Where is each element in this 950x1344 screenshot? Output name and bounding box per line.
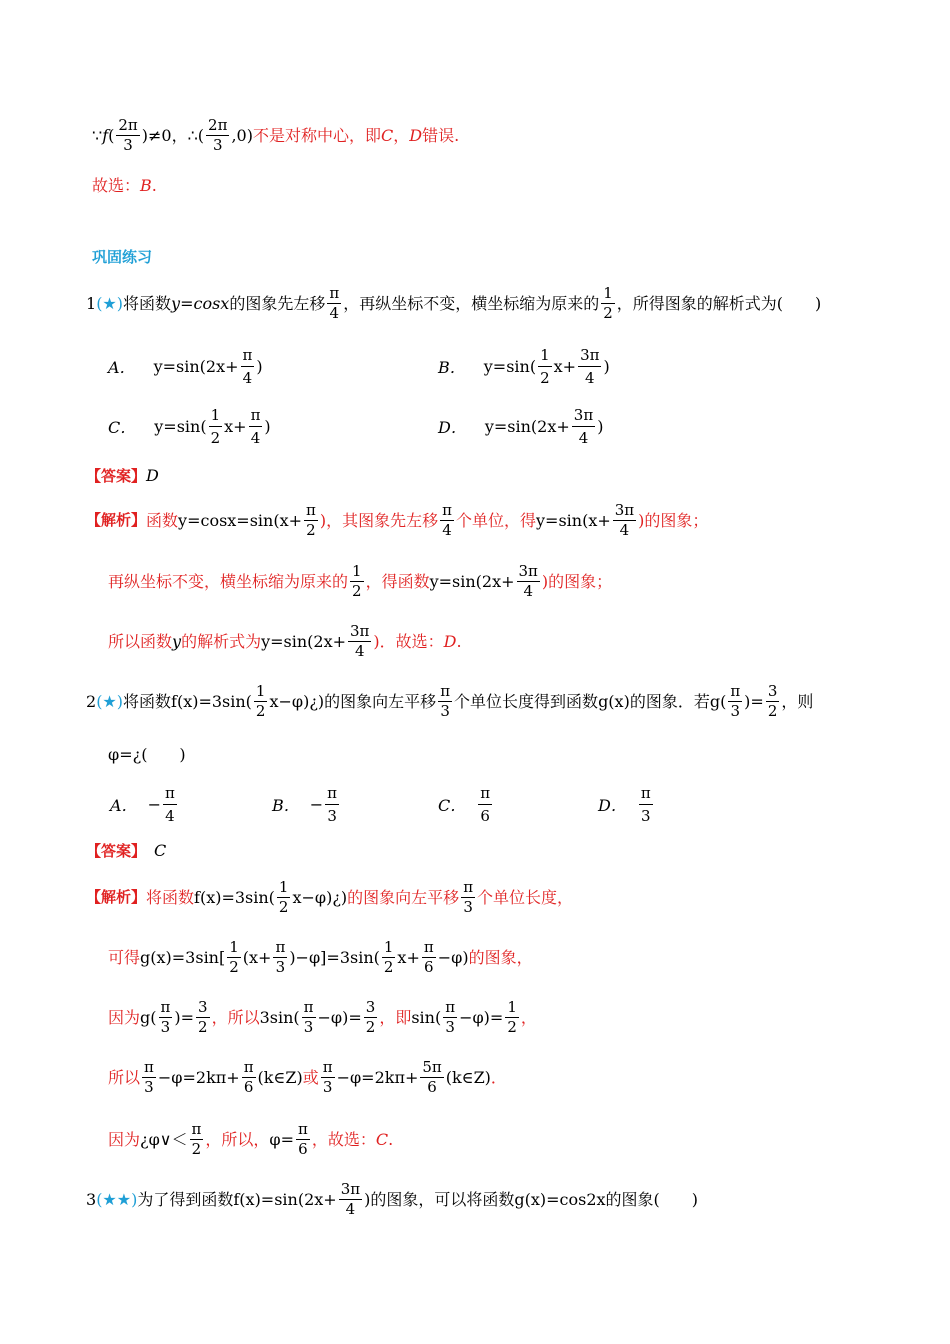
cos-expr: cosx <box>193 293 230 313</box>
fraction: $\frac{1}{2}$ <box>540 346 550 387</box>
explanation-text: 或 <box>302 1067 319 1087</box>
math-expr: −φ) <box>437 947 469 967</box>
explanation-text: ，所以 <box>211 1007 260 1027</box>
math-expr: g( <box>140 1007 157 1027</box>
option-a[interactable] <box>108 346 263 387</box>
option-expr: y=sin( <box>154 417 207 436</box>
math-expr: y=cosx=sin(x+ <box>178 510 303 530</box>
math-expr: φ= <box>269 1129 294 1149</box>
explanation-label: 【解析】 <box>86 511 147 529</box>
question-text: 的图象向左平移 <box>324 691 437 711</box>
explanation-text: 因为 <box>108 1007 141 1027</box>
math-expr: y=sin(x+ <box>536 510 611 530</box>
option-ref: D <box>409 125 423 145</box>
explanation-2-line-3 <box>108 1000 537 1035</box>
fraction: $\frac{\pi}{4}$ <box>250 406 261 447</box>
fraction: $\frac{\pi}{6}$ <box>480 784 491 825</box>
answer-2 <box>86 843 166 859</box>
fraction: $\frac{\pi}{3}$ <box>160 998 171 1036</box>
explanation-text: 个单位，得 <box>455 510 536 530</box>
explanation-text: )，其图象先左移 <box>319 510 439 530</box>
math-expr: g( <box>709 691 727 711</box>
punct: . <box>151 176 157 195</box>
explanation-1-line-3 <box>108 624 462 659</box>
fraction: $\frac{1}{2}$ <box>210 406 221 447</box>
question-text: 个单位长度得到函数 <box>454 691 599 711</box>
math-expr: (k∈Z) <box>257 1067 303 1087</box>
answer-letter: C <box>375 1129 389 1149</box>
fraction: $\frac{\pi}{2}$ <box>191 1120 202 1158</box>
fraction: $\frac{\pi}{3}$ <box>275 938 286 976</box>
explanation-2-line-5 <box>108 1122 393 1157</box>
explanation-text: ，得函数 <box>365 571 430 591</box>
line-symmetry-check <box>92 118 459 153</box>
answer-letter: D <box>443 631 457 651</box>
question-text: 将函数 <box>123 691 172 711</box>
explanation-1-line-2 <box>108 564 612 599</box>
fraction: $\frac{3}{2}$ <box>365 998 376 1036</box>
fraction: $\frac{3\pi}{4}$ <box>340 1180 361 1218</box>
explanation-text: 再纵坐标不变，横坐标缩为原来的 <box>108 571 349 591</box>
explanation-label: 【解析】 <box>86 888 147 906</box>
question-number: 2 <box>86 691 97 711</box>
fraction: $\frac{1}{2}$ <box>352 562 362 600</box>
line-choose-b <box>92 178 157 194</box>
option-expr: ) <box>264 417 271 436</box>
option-expr: y=sin(2x+ <box>484 417 570 436</box>
explanation-1 <box>86 503 708 538</box>
math-expr: x−φ)¿) <box>292 887 348 907</box>
fraction: $\frac{\pi}{4}$ <box>242 346 253 387</box>
answer-letter: B <box>140 176 152 195</box>
explanation-text: 将函数 <box>146 887 195 907</box>
math-expr: x−φ)¿) <box>269 691 325 711</box>
math-expr: −φ)= <box>459 1007 504 1027</box>
because-symbol: ∵ <box>92 125 103 145</box>
math-expr: f(x)=3sin( <box>194 887 275 907</box>
question-2 <box>86 684 813 719</box>
paren: ( <box>108 125 115 145</box>
explanation-text: 不是对称中心，即 <box>252 125 381 145</box>
math-expr: )= <box>744 691 764 711</box>
explanation-text: 的图象， <box>468 947 533 967</box>
fraction: $\frac{5\pi}{6}$ <box>422 1058 442 1096</box>
option-label: A． <box>110 796 138 815</box>
explanation-text: ，即 <box>379 1007 412 1027</box>
question-number: 3 <box>86 1189 97 1209</box>
option-expr: y=sin(2x+ <box>153 357 239 376</box>
equals: = <box>180 293 194 313</box>
question-text: 的图象．若 <box>629 691 710 711</box>
option-label: B． <box>438 358 466 377</box>
explanation-text: )的图象； <box>638 510 709 530</box>
option-sign: − <box>147 795 161 814</box>
math-expr: ¿φ∨＜ <box>140 1129 188 1149</box>
option-expr: ) <box>597 417 604 436</box>
explanation-text: ． <box>490 1067 507 1087</box>
punct: . <box>388 1129 394 1149</box>
option-expr: x+ <box>553 357 577 376</box>
math-expr: (k∈Z) <box>445 1067 491 1087</box>
option-label: B． <box>272 796 300 815</box>
var-y: y <box>172 631 182 651</box>
option-b[interactable] <box>438 346 610 387</box>
option-c[interactable] <box>108 406 271 447</box>
fraction: $\frac{\pi}{6}$ <box>298 1120 308 1158</box>
fraction: $\frac{3}{2}$ <box>767 682 778 720</box>
math-expr: f(x)=sin(2x+ <box>233 1189 337 1209</box>
fraction: $\frac{3\pi}{4}$ <box>518 562 538 600</box>
explanation-text: 错误. <box>422 125 460 145</box>
expr-text: ,0) <box>231 125 253 145</box>
math-expr: −φ)= <box>317 1007 362 1027</box>
paren: ( <box>197 125 205 145</box>
math-expr: x+ <box>397 947 420 967</box>
explanation-text: 所以函数 <box>108 631 173 651</box>
option-expr: y=sin( <box>483 357 537 376</box>
explanation-text: 函数 <box>146 510 179 530</box>
choose-label: 故选： <box>92 176 141 195</box>
explanation-text: ， <box>520 1007 537 1027</box>
fraction: $\frac{\pi}{2}$ <box>306 501 316 539</box>
explanation-text: 所以 <box>108 1067 141 1087</box>
answer-label: 【答案】 <box>86 466 147 485</box>
question-text: φ=¿( ) <box>108 745 186 764</box>
punct: . <box>456 631 462 651</box>
option-label: D． <box>598 796 627 815</box>
fraction: $\frac{\pi}{6}$ <box>423 938 434 976</box>
answer-value: C <box>154 841 167 860</box>
math-expr: g(x)=3sin[ <box>140 947 226 967</box>
var-y: y <box>171 293 181 313</box>
math-expr: g(x) <box>598 691 630 711</box>
fraction: $\frac{1}{2}$ <box>507 998 517 1036</box>
option-d[interactable] <box>438 406 603 447</box>
question-text: ，所得图象的解析式为( ) <box>616 293 822 313</box>
option-expr: x+ <box>224 417 247 436</box>
explanation-2-line-2 <box>108 940 533 975</box>
math-expr: y=sin(2x+ <box>261 631 347 651</box>
fraction: $\frac{3\pi}{4}$ <box>580 346 600 387</box>
math-expr: 3sin( <box>259 1007 300 1027</box>
explanation-text: 的解析式为 <box>181 631 262 651</box>
question-text: )的图象，可以将函数 <box>364 1189 515 1209</box>
option-label: A． <box>108 358 136 377</box>
fraction: $\frac{1}{2}$ <box>278 878 289 916</box>
question-number: 1 <box>86 293 97 313</box>
answer-1 <box>86 468 159 484</box>
fraction: $\frac{2\pi}{3}$ <box>118 116 138 154</box>
explanation-2 <box>86 880 573 915</box>
answer-label: 【答案】 <box>86 841 147 860</box>
option-label: C． <box>438 796 467 815</box>
question-text: ，则 <box>781 691 814 711</box>
question-text: 的图象( ) <box>605 1189 699 1209</box>
explanation-text: 因为 <box>108 1129 141 1149</box>
math-expr: −φ=2kπ+ <box>336 1067 419 1087</box>
question-text: 为了得到函数 <box>137 1189 234 1209</box>
answer-value: D <box>146 466 159 485</box>
punct: ， <box>393 125 410 145</box>
option-sign: − <box>309 795 324 814</box>
option-label: C． <box>108 418 137 437</box>
fraction: $\frac{\pi}{3}$ <box>440 682 451 720</box>
func-f: f <box>102 125 109 145</box>
math-expr: y=sin(2x+ <box>429 571 515 591</box>
explanation-2-line-4 <box>108 1060 507 1095</box>
explanation-text: )的图象； <box>541 571 613 591</box>
fraction: $\frac{\pi}{3}$ <box>730 682 741 720</box>
fraction: $\frac{\pi}{3}$ <box>463 878 474 916</box>
difficulty-star: (★★) <box>96 1189 138 1209</box>
fraction: $\frac{\pi}{3}$ <box>327 784 338 825</box>
math-expr: sin( <box>411 1007 442 1027</box>
question-text: 的图象先左移 <box>229 293 326 313</box>
difficulty-star: (★) <box>96 691 124 711</box>
fraction: $\frac{1}{2}$ <box>603 284 613 322</box>
fraction: $\frac{3\pi}{4}$ <box>350 622 370 660</box>
math-expr: g(x)=cos2x <box>514 1189 606 1209</box>
question-3 <box>86 1182 698 1217</box>
explanation-text: 的图象向左平移 <box>347 887 460 907</box>
fraction: $\frac{1}{2}$ <box>255 682 266 720</box>
question-2-line-2 <box>108 747 186 763</box>
fraction: $\frac{3}{2}$ <box>198 998 208 1036</box>
fraction: $\frac{2\pi}{3}$ <box>208 116 228 154</box>
explanation-text: 可得 <box>108 947 141 967</box>
option-b[interactable] <box>272 784 341 825</box>
fraction: $\frac{\pi}{4}$ <box>442 501 452 539</box>
section-heading: 巩固练习 <box>92 248 153 266</box>
explanation-text: ，故选： <box>311 1129 376 1149</box>
therefore-symbol: ∴ <box>187 125 198 145</box>
fraction: $\frac{\pi}{3}$ <box>445 998 456 1036</box>
option-d[interactable] <box>598 784 655 825</box>
question-text: ，再纵坐标不变，横坐标缩为原来的 <box>343 293 600 313</box>
option-expr: ) <box>256 357 263 376</box>
fraction: $\frac{1}{2}$ <box>229 938 239 976</box>
fraction: $\frac{\pi}{6}$ <box>243 1058 254 1096</box>
fraction: $\frac{\pi}{3}$ <box>144 1058 154 1096</box>
math-expr: )= <box>174 1007 195 1027</box>
question-text: 将函数 <box>123 293 172 313</box>
expr-text: )≠0， <box>141 125 188 145</box>
option-ref: C <box>380 125 394 145</box>
difficulty-star: (★) <box>96 293 124 313</box>
explanation-text: )．故选： <box>373 631 444 651</box>
math-expr: −φ=2kπ+ <box>157 1067 240 1087</box>
fraction: $\frac{1}{2}$ <box>383 938 394 976</box>
option-a[interactable] <box>110 784 179 825</box>
math-expr: )−φ]=3sin( <box>289 947 380 967</box>
fraction: $\frac{\pi}{3}$ <box>322 1058 333 1096</box>
math-expr: (x+ <box>242 947 272 967</box>
option-label: D． <box>438 418 467 437</box>
fraction: $\frac{\pi}{3}$ <box>303 998 314 1036</box>
option-c[interactable] <box>438 784 494 825</box>
fraction: $\frac{3\pi}{4}$ <box>573 406 594 447</box>
math-expr: f(x)=3sin( <box>171 691 252 711</box>
fraction: $\frac{\pi}{4}$ <box>329 284 340 322</box>
fraction: $\frac{\pi}{4}$ <box>164 784 175 825</box>
question-1 <box>86 286 821 321</box>
fraction: $\frac{\pi}{3}$ <box>640 784 651 825</box>
explanation-text: ，所以， <box>205 1129 270 1149</box>
fraction: $\frac{3\pi}{4}$ <box>614 501 635 539</box>
explanation-text: 个单位长度， <box>477 887 574 907</box>
option-expr: ) <box>603 357 610 376</box>
